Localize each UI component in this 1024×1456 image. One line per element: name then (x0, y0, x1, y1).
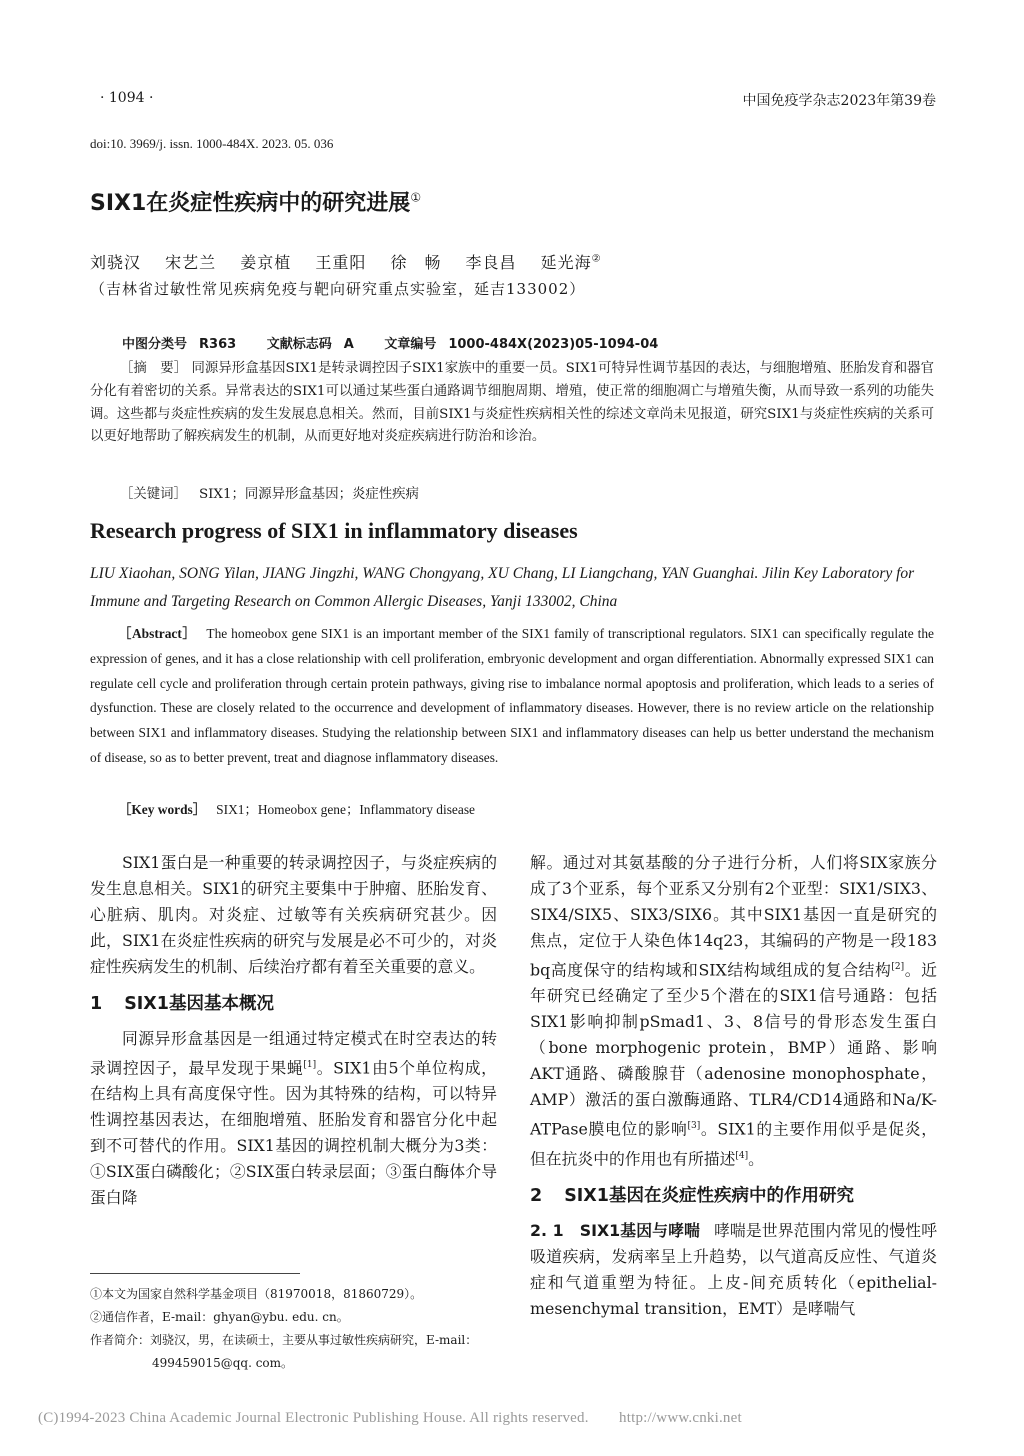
doi: doi:10. 3969/j. issn. 1000-484X. 2023. 05. 036 (90, 136, 334, 151)
article-number-label: 文章编号 (384, 337, 437, 352)
citation-ref: [2] (891, 962, 905, 972)
keywords-english-text: SIX1；Homeobox gene；Inflammatory disease (216, 802, 475, 817)
section-1-heading (90, 990, 497, 1018)
authors-chinese (90, 250, 602, 273)
subsection-2-1-paragraph (530, 1218, 937, 1322)
author-name: 王重阳 (315, 253, 367, 272)
author-name: 姜京植 (240, 253, 292, 272)
title-english: Research progress of SIX1 in inflammatory diseases (90, 518, 578, 543)
doc-code-label: 文献标志码 (266, 337, 332, 352)
abstract-chinese-text: 同源异形盒基因SIX1是转录调控因子SIX1家族中的重要一员。SIX1可特异性调节基因的表达，与细胞增殖、胚胎发育和器官分化有着密切的关系。异常表达的SIX1可以通过某些蛋白通路调节细胞周期、增殖，使正常的细胞凋亡与增殖失衡，从而导致一系列的功能失调。这些都与炎症性疾病的发生发展息息相关。然而，目前SIX1与炎症性疾病相关性的综述文章尚未见报道，研究SIX1与炎症性疾病的关系可以更好地帮助了解疾病发生的机制，从而更好地对炎症疾病进行防治和诊治。 (90, 361, 935, 445)
text-run: 。SIX1的主要作用似乎是促炎，但在抗炎中的作用也有所描述 (530, 1119, 938, 1168)
classification-row (122, 333, 658, 352)
text-run: 。SIX1由5个单位构成，在结构上具有高度保守性。因为其特殊的结构，可以特异性调控基因表达，在细胞增殖、胚胎发育和器官分化中起到不可替代的作用。SIX1基因的调控机制大概分为3类：①SIX蛋白磷酸化；②SIX蛋白转录层面；③蛋白酶体介导蛋白降 (90, 1058, 497, 1208)
copyright-watermark: (C)1994-2023 China Academic Journal Electronic Publishing House. All rights reserved. http://www.cnki.net (38, 1410, 742, 1426)
article-number-value: 1000-484X(2023)05-1094-04 (448, 337, 659, 352)
keywords-english (118, 799, 475, 818)
abstract-chinese (90, 358, 934, 449)
text-run: 。 (748, 1148, 764, 1168)
citation-ref: [3] (687, 1121, 701, 1132)
footnote-author-email: 499459015@qq. com。 (152, 1356, 294, 1370)
footnote-divider (90, 1273, 300, 1274)
footnote-funding: ①本文为国家自然科学基金项目（81970018，81860729）。 (90, 1287, 423, 1301)
text-run: 哮喘是世界范围内常见的慢性呼吸道疾病，发病率呈上升趋势，以气道高反应性、气道炎症和气道重塑为特征。上皮-间充质转化（epithelial-mesenchymal transition，EMT）是哮喘气 (530, 1220, 937, 1318)
abstract-english-label: ［Abstract］ (118, 626, 197, 641)
author-name: 李良昌 (465, 253, 517, 272)
section-1-number: 1 (90, 994, 103, 1014)
footnote-author-bio: 作者简介：刘骁汉，男，在读硕士，主要从事过敏性疾病研究，E-mail： (90, 1333, 478, 1347)
footnote-corresponding: ②通信作者，E-mail：ghyan@ybu. edu. cn。 (90, 1310, 349, 1324)
authors-english: LIU Xiaohan, SONG Yilan, JIANG Jingzhi, WANG Chongyang, XU Chang, LI Liangchang, YAN Guanghai. Jilin Key Laboratory for Immune and Targeting Research on Common Allergic Diseases, Yanji 133002, China (90, 565, 915, 610)
journal-header: 中国免疫学杂志2023年第39卷 (742, 93, 936, 109)
title-footnote-mark: ① (410, 190, 422, 205)
section-1-paragraph-cont (530, 850, 937, 1172)
affiliation-chinese: （吉林省过敏性常见疾病免疫与靶向研究重点实验室，延吉133002） (90, 280, 586, 298)
title-chinese-text: SIX1在炎症性疾病中的研究进展 (90, 191, 411, 216)
abstract-chinese-label: ［摘 要］ (120, 361, 188, 376)
citation-ref: [1] (303, 1060, 317, 1070)
text-run: 。近年研究已经确定了至少5个潜在的SIX1信号通路：包括SIX1影响抑制pSmad1、3、8信号的骨形态发生蛋白（bone morphogenic protein，BMP）通路、影响AKT通路、磷酸腺苷（adenosine monophosphate，AMP）激活的蛋白激酶通路、TLR4/CD14通路和Na/K-ATPase膜电位的影响 (530, 960, 937, 1139)
section-2-title: SIX1基因在炎症性疾病中的作用研究 (564, 1185, 854, 1206)
title-chinese (90, 186, 421, 217)
text-run: 解。通过对其氨基酸的分子进行分析，人们将SIX家族分成了3个亚系，每个亚系又分别有2个亚型：SIX1/SIX3、SIX4/SIX5、SIX3/SIX6。其中SIX1基因一直是研究的焦点，定位于人染色体14q23，其编码的产物是一段183 bq高度保守的结构域和SIX结构域组成的复合结构 (530, 853, 937, 980)
keywords-chinese (120, 483, 419, 502)
author-name: 徐 畅 (390, 253, 442, 272)
citation-ref: [4] (735, 1150, 749, 1161)
text-run: 同源异形盒基因是一组通过特定模式在时空表达的转录调控因子，最早发现于果蝇 (90, 1029, 497, 1078)
abstract-english-text: The homeobox gene SIX1 is an important member of the SIX1 family of transcriptional regulators. SIX1 can specifically regulate the expression of genes, and it has a close relationship with cell proliferation, embryonic development and organ differentiation. Abnormally expressed SIX1 can regulate cell cycle and proliferation through certain protein pathways, giving rise to imbalance normal apoptosis and proliferation, which leads to a series of dysfunction. These are closely related to the occurrence and development of inflammatory diseases. However, there is no review article on the relationship between SIX1 and inflammatory diseases. Studying the relationship between SIX1 and inflammatory diseases can help us better understand the mechanism of disease, so as to better prevent, treat and diagnose inflammatory diseases. (90, 626, 934, 765)
keywords-chinese-text: SIX1；同源异形盒基因；炎症性疾病 (198, 487, 419, 502)
author-name: 刘骁汉 (90, 253, 142, 272)
keywords-english-label: ［Key words］ (118, 802, 207, 817)
clc-label: 中图分类号 (122, 337, 188, 352)
corresponding-mark: ② (591, 253, 602, 265)
body-left-column (90, 850, 497, 1211)
page-number: · 1094 · (100, 90, 154, 106)
author-name: 延光海 (540, 253, 592, 272)
footnotes (90, 1283, 497, 1375)
author-name: 宋艺兰 (165, 253, 217, 272)
keywords-chinese-label: ［关键词］ (120, 487, 187, 502)
body-right-column (530, 850, 937, 1322)
section-1-paragraph (90, 1026, 497, 1211)
doc-code-value: A (343, 337, 354, 352)
abstract-english (90, 622, 934, 771)
section-2-heading (530, 1182, 937, 1210)
section-1-title: SIX1基因基本概况 (124, 994, 274, 1014)
subsection-2-1-label: 2. 1 SIX1基因与哮喘 (530, 1220, 700, 1240)
section-2-number: 2 (530, 1185, 543, 1206)
intro-paragraph: SIX1蛋白是一种重要的转录调控因子，与炎症疾病的发生息息相关。SIX1的研究主要集中于肿瘤、胚胎发育、心脏病、肌肉。对炎症、过敏等有关疾病研究甚少。因此，SIX1在炎症性疾病的研究与发展是必不可少的，对炎症性疾病发生的机制、后续治疗都有着至关重要的意义。 (90, 853, 497, 976)
clc-value: R363 (199, 337, 237, 352)
